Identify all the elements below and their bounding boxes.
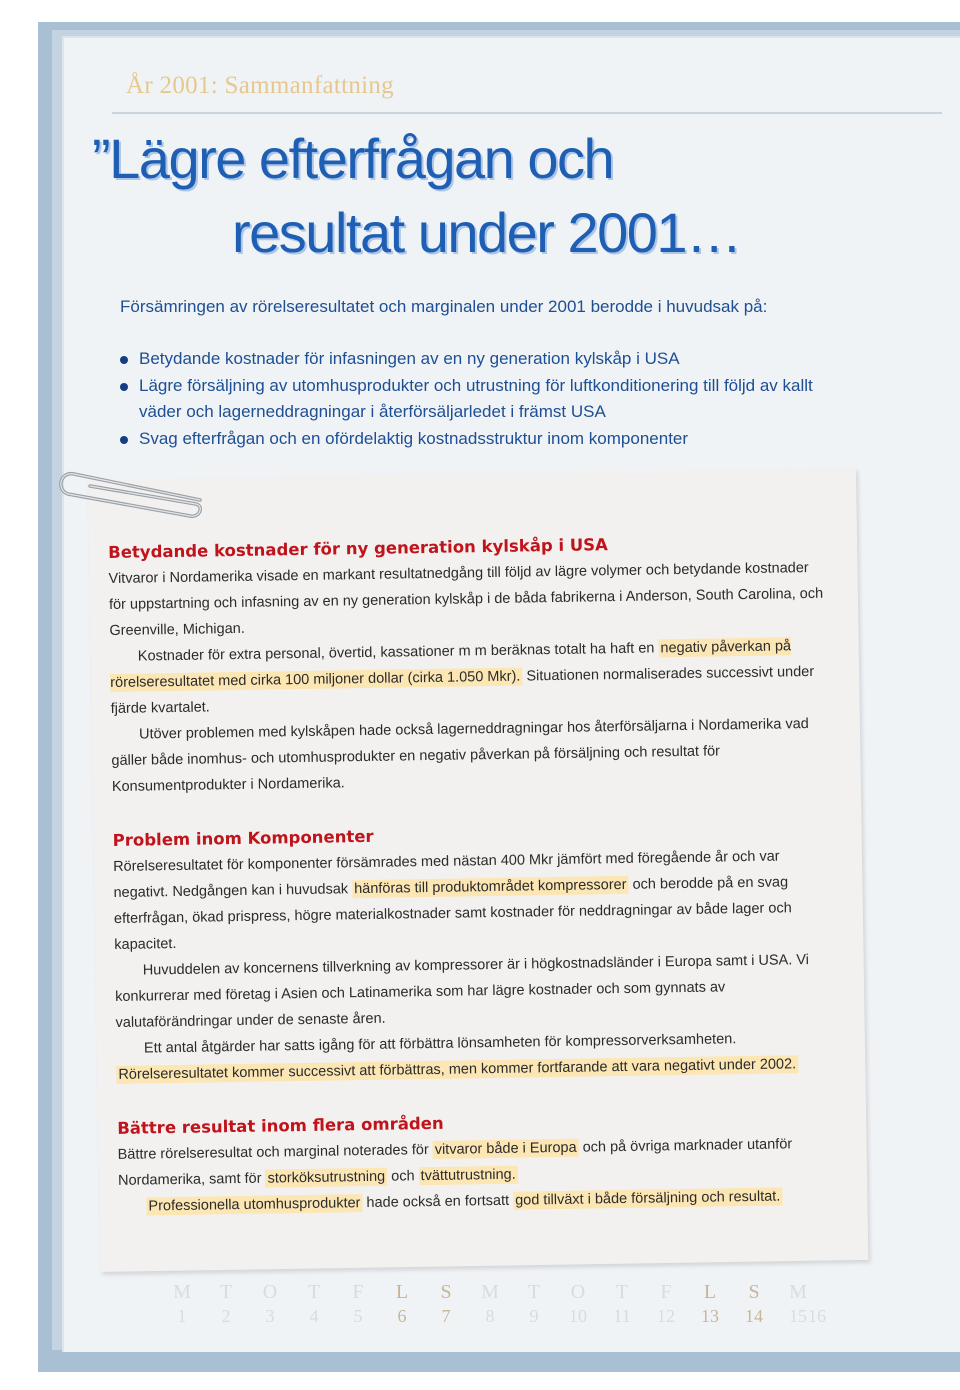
calendar-day: L (703, 1281, 717, 1303)
highlighted-text: storköksutrustning (265, 1168, 387, 1188)
section-heading-better-results: Bättre resultat inom flera områden (117, 1113, 444, 1138)
calendar-date: 13 (701, 1306, 719, 1326)
calendar-date: 5 (353, 1306, 363, 1326)
headline-line-1: ”Lägre efterfrågan och (92, 127, 614, 190)
text-run: Rörelseresultatet för komponenter försämrades med nästan 400 Mkr jämfört med föregående år och var negativt. Nedgången kan i huvudsak (113, 848, 780, 901)
calendar-date: 3 (265, 1306, 275, 1326)
intro-text: Försämringen av rörelseresultatet och marginalen under 2001 berodde i huvudsak på: (120, 297, 768, 316)
paragraph (116, 1025, 833, 1088)
text-run: Situationen normaliserades successivt under fjärde kvartalet. (110, 663, 815, 717)
highlighted-text: vitvaror både i Europa (433, 1139, 579, 1159)
paragraph: Huvuddelen av koncernens tillverkning av kompressorer är i högkostnadsländer i Europa samt i USA. Vi konkurrerar med företag i Asien och Latinamerika som har lägre kostnader och som gynnats av valutaförändringar under de senaste åren. (115, 952, 810, 1031)
calendar-date: 2 (221, 1306, 231, 1326)
calendar-date: 14 (745, 1306, 763, 1326)
calendar-date: 12 (657, 1306, 675, 1326)
highlighted-text: Professionella utomhusprodukter (146, 1194, 362, 1215)
calendar-date: 10 (569, 1306, 587, 1326)
calendar-date: 7 (441, 1306, 451, 1326)
calendar-day: L (395, 1281, 409, 1303)
section-heading-components: Problem inom Komponenter (112, 826, 374, 850)
highlighted-text: Rörelseresultatet kommer successivt att förbättras, men kommer fortfarande att vara negativt under 2002. (116, 1055, 798, 1084)
text-run: och på övriga marknader utanför Nordamerika, samt för (117, 1136, 793, 1189)
report-body (108, 529, 835, 1220)
highlighted-text: tvättutrustning. (418, 1166, 517, 1186)
calendar-date: 11 (613, 1306, 631, 1326)
text-run: och berodde på en svag efterfrågan, ökad prispress, högre materialkostnader samt kostnader för neddragningar av både lager och kapacitet. (113, 874, 792, 953)
calendar-day: M (481, 1281, 499, 1303)
bullet-item: Svag efterfrågan och en ofördelaktig kostnadsstruktur inom komponenter (120, 426, 840, 453)
calendar-date: 15 (789, 1306, 807, 1326)
calendar-day: T (307, 1281, 321, 1303)
divider (112, 112, 942, 114)
bullet-item: Betydande kostnader för infasningen av en ny generation kylskåp i USA (120, 346, 840, 373)
calendar-date: 9 (529, 1306, 539, 1326)
calendar-day: T (615, 1281, 629, 1303)
paragraph (113, 843, 831, 958)
calendar-date: 16 (808, 1306, 826, 1326)
bullet-item: Lägre försäljning av utomhusprodukter och utrustning för luftkonditionering till följd av kallt väder och lagerneddragningar i återförsäljarledet i främst USA (120, 373, 840, 426)
section-kicker: År 2001: Sammanfattning (126, 72, 394, 99)
calendar-date: 8 (485, 1306, 495, 1326)
calendar-date: 1 (177, 1306, 187, 1326)
calendar-day: S (748, 1281, 760, 1303)
text-run: hade också en fortsatt (362, 1192, 514, 1212)
calendar-day: O (262, 1281, 278, 1303)
highlighted-text: negativ påverkan på rörelseresultatet med cirka 100 miljoner dollar (cirka 1.050 Mkr). (110, 638, 792, 691)
text-run: Ett antal åtgärder har satts igång för att förbättra lönsamheten för kompressorverksamheten. (143, 1031, 737, 1057)
calendar-day: T (219, 1281, 233, 1303)
paragraph (110, 633, 827, 722)
calendar-date: 4 (309, 1306, 319, 1326)
paragraph: Vitvaror i Nordamerika visade en markant resultatnedgång till följd av lägre volymer och betydande kostnader för uppstartning och infasning av en ny generation kylskåp i de båda fabrikerna i Anderson, South Carolina, och Greenville, Michigan. (108, 559, 824, 639)
paragraph: Utöver problemen med kylskåpen hade också lagerneddragningar hos återförsäljarna i Nordamerika vad gäller både inomhus- och utomhusprodukter en negativ påverkan på försäljning och resultat för Konsumentprodukter i Nordamerika. (111, 716, 809, 795)
calendar-day: T (527, 1281, 541, 1303)
highlighted-text: god tillväxt i både försäljning och resultat. (513, 1187, 782, 1209)
paperclip-icon (50, 462, 210, 522)
calendar-day: O (570, 1281, 586, 1303)
headline-line-2: resultat under 2001… (232, 201, 741, 264)
calendar-day: M (789, 1281, 807, 1303)
calendar-day: S (440, 1281, 452, 1303)
text-run: Bättre rörelseresultat och marginal noterades för (117, 1141, 433, 1163)
text-run: och (387, 1168, 419, 1185)
text-run: Kostnader för extra personal, övertid, kassationer m m beräknas totalt ha haft en (137, 640, 659, 665)
calendar-day: M (173, 1281, 191, 1303)
calendar-date: 6 (397, 1306, 407, 1326)
section-heading-refrigerators: Betydande kostnader för ny generation kylskåp i USA (108, 535, 609, 562)
highlighted-text: hänföras till produktområdet kompressorer (352, 876, 629, 898)
calendar-strip (160, 1280, 826, 1328)
calendar-day: F (660, 1281, 672, 1303)
intro-bullets (120, 346, 840, 452)
calendar-day: F (352, 1281, 364, 1303)
